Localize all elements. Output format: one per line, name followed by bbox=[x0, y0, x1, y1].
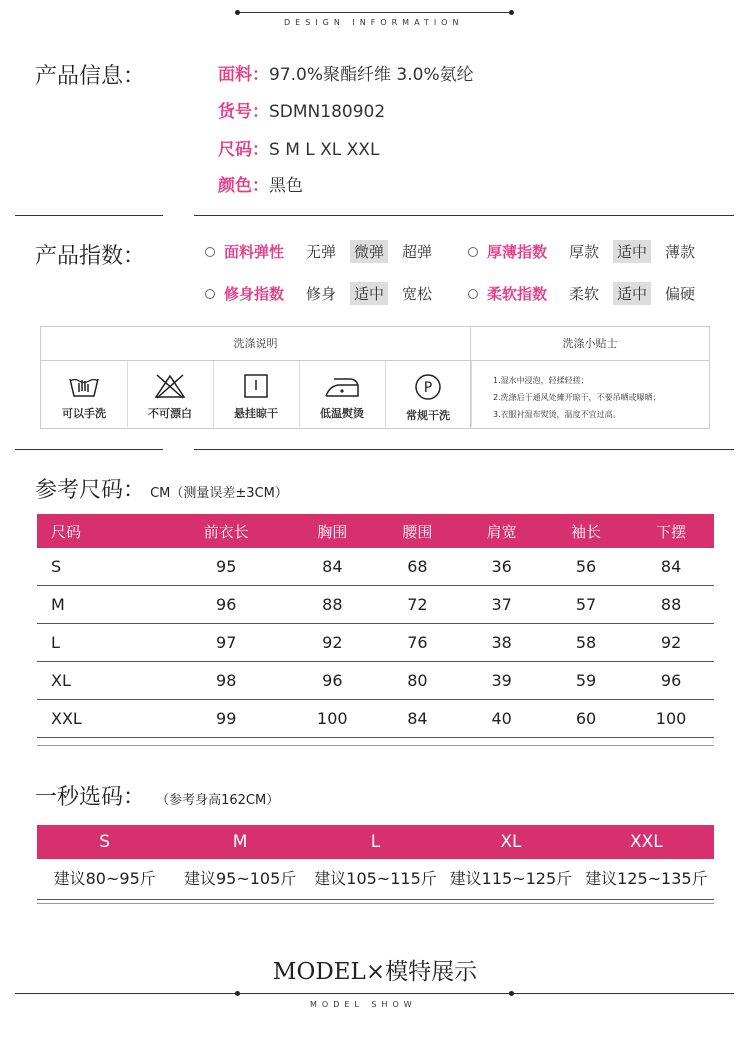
care-label: 常规干洗 bbox=[406, 409, 450, 422]
table-cell: 96 bbox=[163, 586, 289, 624]
table-cell: 99 bbox=[163, 700, 289, 738]
table-cell: 37 bbox=[460, 586, 544, 624]
recommendation-cell: 建议125~135斤 bbox=[585, 869, 708, 888]
product-info-title: 产品信息： bbox=[35, 64, 146, 89]
col-header: 胸围 bbox=[289, 514, 375, 548]
col-header: 肩宽 bbox=[460, 514, 544, 548]
table-cell: 68 bbox=[375, 548, 459, 586]
recommendation-cell: 建议105~115斤 bbox=[314, 869, 437, 888]
info-row-sku bbox=[218, 97, 385, 122]
index-option-selected: 微弹 bbox=[350, 240, 388, 263]
table-cell: 100 bbox=[628, 700, 714, 738]
table-cell: 36 bbox=[460, 548, 544, 586]
quick-pick-title: 一秒选码： bbox=[35, 785, 146, 810]
care-label: 低温熨烫 bbox=[320, 407, 364, 420]
size-cell: XL bbox=[500, 832, 522, 852]
col-header: 前衣长 bbox=[163, 514, 289, 548]
care-tip: 2.洗涤后于通风处摊开晾干，不要吊晒或曝晒； bbox=[493, 393, 661, 402]
header-line bbox=[237, 12, 512, 13]
divider bbox=[15, 449, 163, 450]
index-option-selected: 适中 bbox=[613, 282, 651, 305]
table-cell: 76 bbox=[375, 624, 459, 662]
index-label: 面料弹性 bbox=[224, 243, 285, 261]
recommendation-cell: 建议80~95斤 bbox=[53, 869, 156, 888]
table-cell: 92 bbox=[628, 624, 714, 662]
footer-dot-left bbox=[235, 991, 240, 996]
size-cell: S bbox=[99, 832, 111, 852]
care-item-no-bleach bbox=[127, 361, 214, 427]
table-cell: 97 bbox=[163, 624, 289, 662]
col-header: 腰围 bbox=[375, 514, 459, 548]
index-option: 无弹 bbox=[306, 243, 337, 261]
care-tip: 3.衣服衬湿布熨烫，温度不宜过高。 bbox=[493, 410, 621, 419]
info-row-size bbox=[218, 135, 379, 160]
table-cell: 38 bbox=[460, 624, 544, 662]
divider bbox=[194, 215, 734, 216]
info-value: S M L XL XXL bbox=[269, 140, 380, 160]
table-row bbox=[37, 548, 714, 586]
header-dot-right bbox=[509, 10, 514, 15]
care-label: 不可漂白 bbox=[148, 407, 192, 420]
table-cell: 57 bbox=[544, 586, 628, 624]
index-option: 薄款 bbox=[665, 243, 696, 261]
circle-icon bbox=[468, 289, 478, 299]
index-label: 修身指数 bbox=[224, 285, 285, 303]
info-key: 货号： bbox=[218, 102, 269, 122]
care-left-title: 洗涤说明 bbox=[233, 337, 278, 350]
info-key: 颜色： bbox=[218, 176, 269, 196]
footer-line bbox=[15, 993, 734, 994]
size-cell: XXL bbox=[629, 832, 663, 852]
quick-pick-note: （参考身高162CM） bbox=[156, 793, 280, 808]
quick-pick-recommendations bbox=[37, 862, 714, 896]
care-item-hand-wash bbox=[41, 361, 128, 427]
size-ref-heading bbox=[35, 473, 288, 504]
circle-icon bbox=[205, 247, 215, 257]
table-cell: M bbox=[37, 586, 163, 624]
table-row bbox=[37, 624, 714, 662]
table-cell: 96 bbox=[289, 662, 375, 700]
info-row-fabric bbox=[218, 60, 474, 85]
size-table bbox=[37, 514, 714, 738]
index-option: 柔软 bbox=[569, 285, 600, 303]
recommendation-cell: 建议115~125斤 bbox=[449, 869, 573, 888]
index-label: 柔软指数 bbox=[487, 285, 548, 303]
index-label: 厚薄指数 bbox=[487, 243, 548, 261]
care-instructions-box bbox=[40, 326, 710, 429]
table-cell: 39 bbox=[460, 662, 544, 700]
table-row bbox=[37, 700, 714, 738]
col-header: 下摆 bbox=[628, 514, 714, 548]
table-cell: 60 bbox=[544, 700, 628, 738]
care-label: 可以手洗 bbox=[62, 407, 106, 420]
index-option: 偏硬 bbox=[665, 285, 696, 303]
footer-dot-right bbox=[509, 991, 514, 996]
table-cell: XXL bbox=[37, 700, 163, 738]
care-item-low-iron bbox=[299, 361, 386, 427]
table-cell: 96 bbox=[628, 662, 714, 700]
table-cell: 72 bbox=[375, 586, 459, 624]
table-cell: 84 bbox=[375, 700, 459, 738]
table-bottom-rule bbox=[37, 745, 714, 746]
divider bbox=[15, 215, 163, 216]
index-option: 宽松 bbox=[402, 285, 433, 303]
table-cell: 40 bbox=[460, 700, 544, 738]
size-ref-note: CM（测量误差±3CM） bbox=[150, 486, 288, 501]
hang-dry-icon bbox=[239, 373, 273, 399]
index-option: 超弹 bbox=[402, 243, 433, 261]
table-cell: 92 bbox=[289, 624, 375, 662]
table-cell: 88 bbox=[289, 586, 375, 624]
recommendation-cell: 建议95~105斤 bbox=[183, 869, 297, 888]
table-cell: 58 bbox=[544, 624, 628, 662]
info-value: 97.0%聚酯纤维 3.0%氨纶 bbox=[269, 65, 474, 85]
quick-pick-heading bbox=[35, 780, 279, 811]
table-cell: 59 bbox=[544, 662, 628, 700]
info-key: 面料： bbox=[218, 65, 269, 85]
table-cell: 84 bbox=[628, 548, 714, 586]
table-cell: L bbox=[37, 624, 163, 662]
table-cell: 84 bbox=[289, 548, 375, 586]
care-tip: 1.湿水中浸泡，轻揉轻搓； bbox=[493, 376, 589, 385]
table-row bbox=[37, 586, 714, 624]
table-cell: 95 bbox=[163, 548, 289, 586]
quick-pick-rule bbox=[37, 903, 714, 904]
table-cell: 98 bbox=[163, 662, 289, 700]
care-label: 悬挂晾干 bbox=[234, 407, 278, 420]
quick-pick-rule bbox=[37, 899, 714, 900]
quick-pick-sizes bbox=[37, 825, 714, 859]
col-header: 袖长 bbox=[544, 514, 628, 548]
table-row bbox=[37, 662, 714, 700]
circle-icon bbox=[468, 247, 478, 257]
index-option: 修身 bbox=[306, 285, 337, 303]
table-cell: 100 bbox=[289, 700, 375, 738]
info-value: SDMN180902 bbox=[269, 102, 386, 122]
index-elasticity bbox=[205, 240, 446, 263]
table-cell: XL bbox=[37, 662, 163, 700]
info-value: 黑色 bbox=[269, 176, 303, 196]
footer-caption: MODEL SHOW bbox=[310, 1000, 417, 1009]
care-tips bbox=[493, 372, 661, 423]
table-cell: S bbox=[37, 548, 163, 586]
index-fit bbox=[205, 282, 446, 305]
divider bbox=[194, 449, 734, 450]
header-dot-left bbox=[235, 10, 240, 15]
hand-wash-icon bbox=[67, 373, 101, 399]
table-cell: 88 bbox=[628, 586, 714, 624]
care-item-hang-dry bbox=[213, 361, 300, 427]
model-title: MODEL×模特展示 bbox=[272, 959, 478, 985]
info-row-color bbox=[218, 171, 303, 196]
index-thickness bbox=[468, 240, 709, 263]
header-caption: DESIGN INFORMATION bbox=[284, 18, 464, 27]
no-bleach-icon bbox=[153, 373, 187, 399]
size-table-header bbox=[37, 514, 714, 548]
index-softness bbox=[468, 282, 709, 305]
index-option-selected: 适中 bbox=[350, 282, 388, 305]
table-cell: 56 bbox=[544, 548, 628, 586]
col-header: 尺码 bbox=[37, 514, 163, 548]
circle-icon bbox=[205, 289, 215, 299]
size-ref-title: 参考尺码： bbox=[35, 478, 146, 503]
low-iron-icon bbox=[322, 373, 362, 399]
index-option: 厚款 bbox=[569, 243, 600, 261]
svg-text:P: P bbox=[423, 380, 433, 396]
product-index-title: 产品指数： bbox=[35, 244, 146, 269]
dry-clean-icon bbox=[411, 373, 445, 401]
table-cell: 80 bbox=[375, 662, 459, 700]
size-cell: L bbox=[370, 832, 381, 852]
care-right-title: 洗涤小贴士 bbox=[562, 337, 618, 350]
info-key: 尺码： bbox=[218, 140, 269, 160]
size-cell: M bbox=[232, 832, 248, 852]
care-item-dry-clean bbox=[385, 361, 472, 427]
index-option-selected: 适中 bbox=[613, 240, 651, 263]
